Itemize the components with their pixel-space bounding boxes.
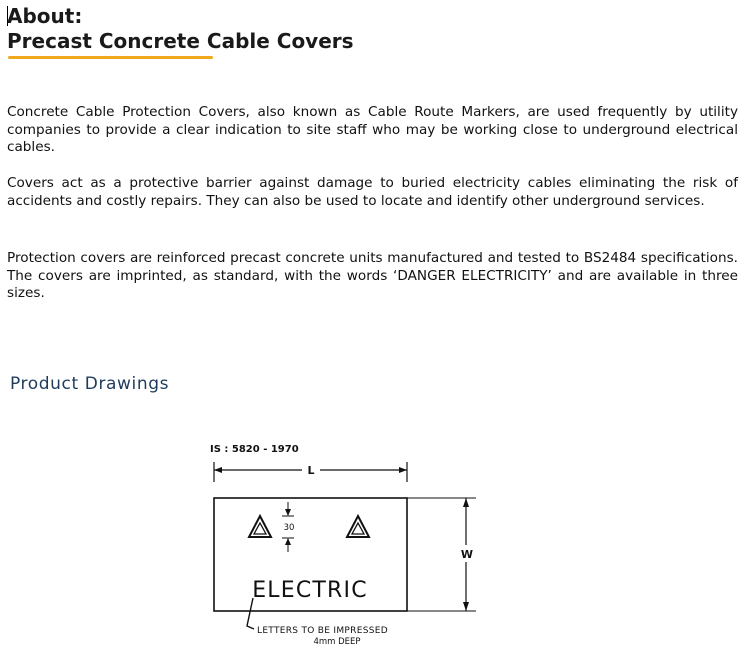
warning-triangle-icon-right	[347, 516, 369, 537]
length-label: L	[307, 464, 315, 477]
cable-cover-drawing	[200, 436, 500, 651]
page-heading	[7, 4, 354, 54]
width-arrow-bottom	[463, 602, 469, 611]
length-arrow-right	[399, 467, 407, 473]
warning-triangle-icon-left	[249, 516, 271, 537]
paragraph-specifications: Protection covers are reinforced precast concrete units manufactured and tested to BS2484 specifications. The covers are imprinted, as standard, with the words ‘DANGER ELECTRICITY’ and are available in three sizes.	[7, 250, 738, 301]
note-line-1: LETTERS TO BE IMPRESSED	[257, 626, 388, 636]
width-label: W	[460, 548, 474, 561]
length-arrow-left	[214, 467, 222, 473]
heading-underline	[8, 56, 213, 59]
electric-word: ELECTRIC	[252, 578, 368, 603]
paragraph-intro: Concrete Cable Protection Covers, also known as Cable Route Markers, are used frequently by utility companies to provide a clear indication to site staff who may be working close to underground electrical cables.	[7, 104, 738, 155]
heading-title: Precast Concrete Cable Covers	[7, 29, 354, 53]
note-line-2: 4mm DEEP	[313, 637, 361, 647]
heading-about: About:	[7, 4, 83, 28]
dim30-label: 30	[283, 523, 295, 533]
paragraph-protection: Covers act as a protective barrier against damage to buried electricity cables eliminating the risk of accidents and costly repairs. They can also be used to locate and identify other underground services.	[7, 175, 738, 209]
drawing-standard-label: IS : 5820 - 1970	[210, 444, 299, 455]
width-arrow-top	[463, 498, 469, 507]
section-title-product-drawings: Product Drawings	[10, 374, 170, 394]
dim30-arrow-top	[285, 509, 291, 516]
